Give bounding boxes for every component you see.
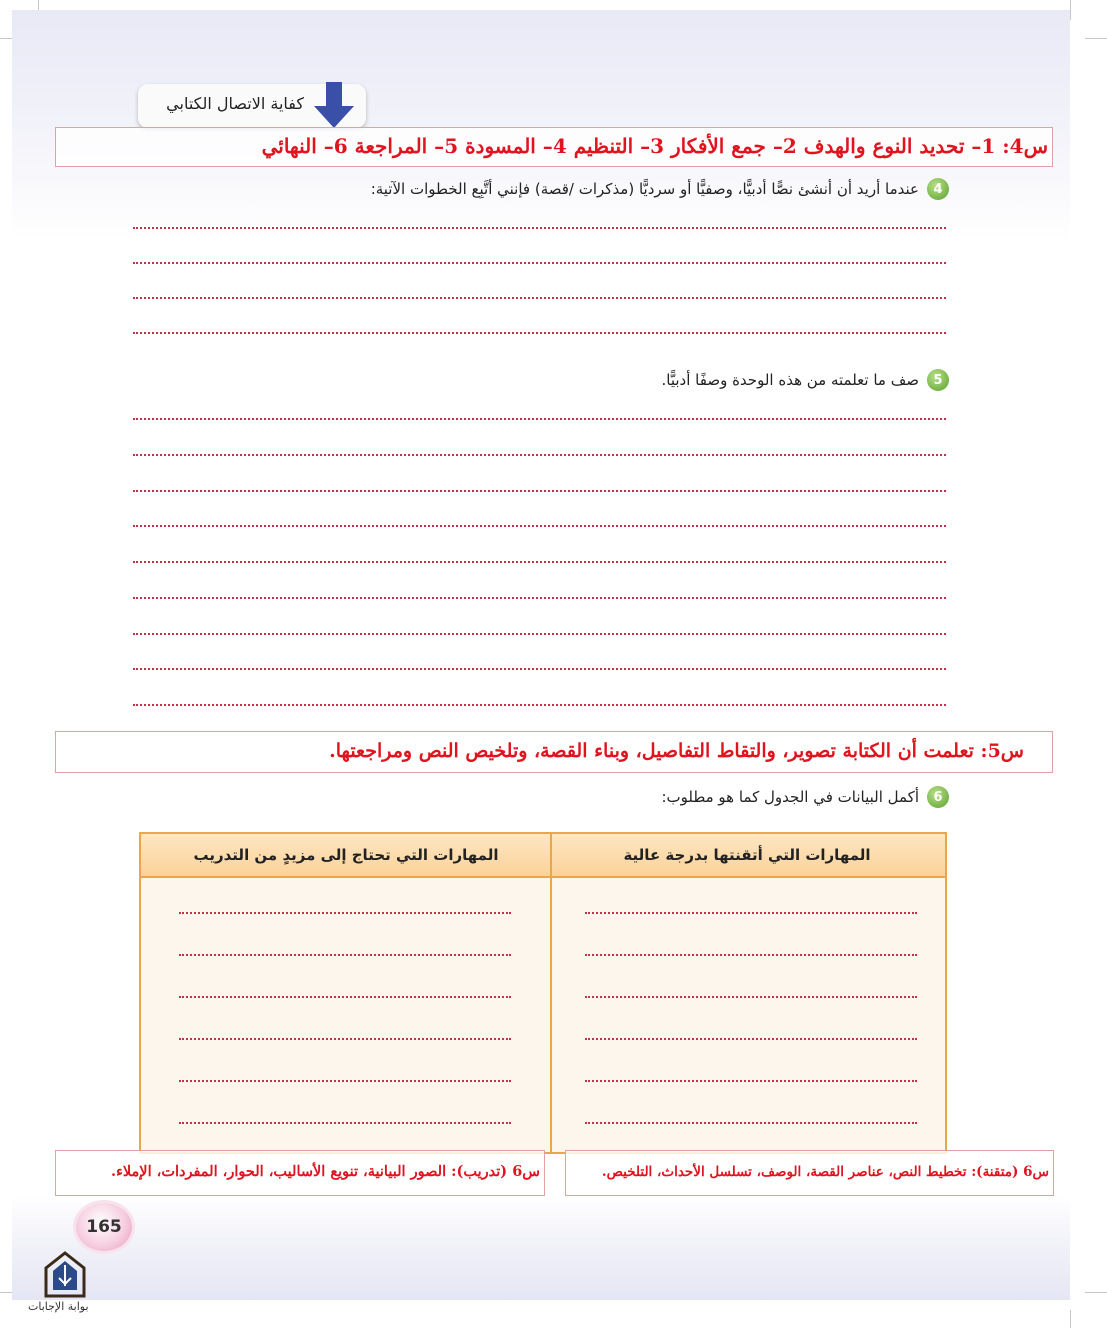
table-writing-line[interactable] [585, 1080, 917, 1082]
question-number-badge: 6 [927, 786, 949, 808]
writing-line[interactable] [133, 561, 946, 563]
table-header-mastered: المهارات التي أتقنتها بدرجة عالية [549, 834, 945, 878]
answer-box-q4 [55, 127, 1053, 167]
crop-mark [1070, 1310, 1071, 1328]
answer-box-q6-training [55, 1150, 545, 1196]
writing-line[interactable] [133, 262, 946, 264]
writing-line[interactable] [133, 704, 946, 706]
skills-table [139, 832, 947, 1154]
table-divider [550, 834, 552, 1152]
question-5 [662, 369, 949, 391]
table-writing-line[interactable] [179, 1080, 511, 1082]
question-number-badge: 4 [927, 178, 949, 200]
table-writing-line[interactable] [585, 1122, 917, 1124]
site-logo-text: بوابة الإجابات [28, 1300, 89, 1313]
question-text: عندما أريد أن أنشئ نصًّا أدبيًّا، وصفيًّا أو سرديًّا (مذكرات /قصة) فإنني أتَّبِع الخطوات الآتية: [370, 180, 919, 198]
answer-text-q6-training: س6 (تدريب): الصور البيانية، تنويع الأساليب، الحوار، المفردات، الإملاء. [111, 1163, 540, 1180]
writing-line[interactable] [133, 633, 946, 635]
site-logo-icon [40, 1250, 90, 1300]
table-writing-line[interactable] [585, 996, 917, 998]
table-writing-line[interactable] [179, 954, 511, 956]
answer-text-q5: س5: تعلمت أن الكتابة تصوير، والتقاط التفاصيل، وبناء القصة، وتلخيص النص ومراجعتها. [329, 740, 1024, 762]
answer-box-q6-mastered [565, 1150, 1054, 1196]
page-number: 165 [86, 1217, 122, 1237]
answer-box-q5 [55, 731, 1053, 773]
crop-mark [1085, 1292, 1107, 1293]
table-writing-line[interactable] [179, 996, 511, 998]
table-header-needs-training: المهارات التي تحتاج إلى مزيدٍ من التدريب [141, 834, 551, 878]
writing-line[interactable] [133, 227, 946, 229]
section-title: كفاية الاتصال الكتابي [166, 94, 304, 113]
table-writing-line[interactable] [179, 1038, 511, 1040]
crop-mark [1070, 0, 1071, 20]
question-4 [371, 178, 949, 200]
writing-line[interactable] [133, 332, 946, 334]
writing-line[interactable] [133, 525, 946, 527]
table-writing-line[interactable] [585, 1038, 917, 1040]
writing-line[interactable] [133, 418, 946, 420]
writing-line[interactable] [133, 668, 946, 670]
footer-background [12, 1195, 1070, 1300]
writing-line[interactable] [133, 454, 946, 456]
arrow-down-icon [312, 80, 356, 130]
writing-line[interactable] [133, 297, 946, 299]
table-writing-line[interactable] [179, 1122, 511, 1124]
question-6 [661, 786, 949, 808]
answer-text-q6-mastered: س6 (متقنة): تخطيط النص، عناصر القصة، الوصف، تسلسل الأحداث، التلخيص. [601, 1164, 1049, 1180]
crop-mark [1085, 38, 1107, 39]
table-writing-line[interactable] [585, 912, 917, 914]
question-text: صف ما تعلمته من هذه الوحدة وصفًا أدبيًّا. [661, 371, 919, 389]
writing-line[interactable] [133, 490, 946, 492]
answer-text-q4: س4: 1– تحديد النوع والهدف 2– جمع الأفكار 3– التنظيم 4– المسودة 5– المراجعة 6– النهائي [261, 134, 1048, 158]
table-writing-line[interactable] [179, 912, 511, 914]
table-writing-line[interactable] [585, 954, 917, 956]
writing-line[interactable] [133, 597, 946, 599]
question-text: أكمل البيانات في الجدول كما هو مطلوب: [661, 788, 919, 806]
page-number-badge [76, 1203, 132, 1251]
question-number-badge: 5 [927, 369, 949, 391]
